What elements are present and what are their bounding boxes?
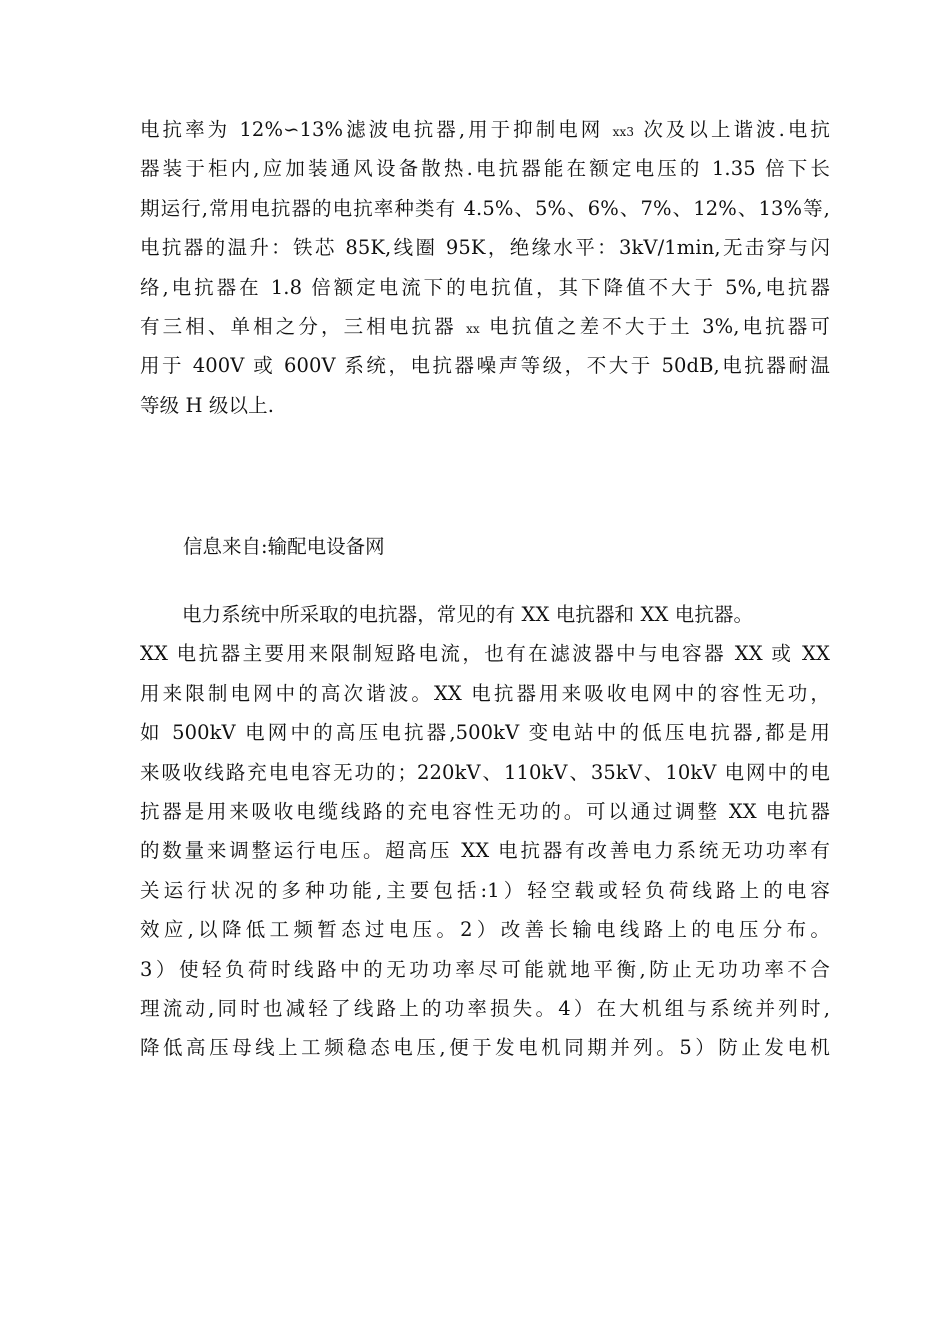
line-text: 络,电抗器在 1.8 倍额定电流下的电抗值，其下降值不大于 5%,电抗器 [140, 275, 830, 299]
line-text: 器装于柜内,应加装通风设备散热.电抗器能在额定电压的 1.35 倍下长 [140, 157, 830, 181]
paragraph-line: 抗器是用来吸收电缆线路的充电容性无功的。可以通过调整 XX 电抗器 [140, 799, 830, 823]
line-text: 次及以上谐波.电抗 [634, 118, 830, 141]
source-note: 信息来自:输配电设备网 [183, 535, 385, 558]
paragraph-line [140, 307, 830, 346]
paragraph-line [140, 228, 830, 267]
paragraph-line [140, 189, 830, 228]
paragraph-line [140, 346, 830, 385]
line-text: 用于 400V 或 600V 系统，电抗器噪声等级，不大于 50dB,电抗器耐温 [140, 354, 830, 378]
paragraph-line: 电力系统中所采取的电抗器，常见的有 XX 电抗器和 XX 电抗器。 [182, 603, 754, 626]
paragraph-line: 来吸收线路充电电容无功的；220kV、110kV、35kV、10kV 电网中的电 [140, 760, 830, 784]
line-text-small: xx [466, 321, 480, 336]
paragraph-line: 降低高压母线上工频稳态电压,便于发电机同期并列。5）防止发电机 [140, 1036, 830, 1060]
line-text: 有三相、单相之分，三相电抗器 [140, 314, 467, 338]
paragraph-line: 理流动,同时也减轻了线路上的功率损失。4）在大机组与系统并列时, [140, 996, 830, 1020]
paragraph-line [140, 268, 830, 307]
paragraph-reactor-types [140, 595, 830, 1068]
paragraph-line: XX 电抗器主要用来限制短路电流，也有在滤波器中与电容器 XX 或 XX [140, 642, 830, 666]
paragraph-line: 如 500kV 电网中的高压电抗器,500kV 变电站中的低压电抗器,都是用 [140, 721, 830, 745]
paragraph-line [140, 386, 830, 425]
line-text: 期运行,常用电抗器的电抗率种类有 4.5%、5%、6%、7%、12%、13%等, [140, 196, 830, 220]
paragraph-line: 关运行状况的多种功能,主要包括:1）轻空载或轻负荷线路上的电容 [140, 878, 830, 902]
line-text: 电抗器的温升：铁芯 85K,线圈 95K，绝缘水平：3kV/1min,无击穿与闪 [140, 236, 830, 260]
paragraph-reactor-specs [140, 110, 830, 425]
paragraph-line: 的数量来调整运行电压。超高压 XX 电抗器有改善电力系统无功功率有 [140, 839, 830, 863]
line-text: 等级 H 级以上. [140, 393, 275, 417]
paragraph-line [140, 149, 830, 188]
paragraph-line: 效应,以降低工频暂态过电压。2）改善长输电线路上的电压分布。 [140, 918, 830, 942]
line-text: 电抗值之差不大于土 3%,电抗器可 [479, 314, 830, 338]
paragraph-line: 3）使轻负荷时线路中的无功功率尽可能就地平衡,防止无功功率不合 [140, 957, 830, 981]
line-text-small: xx3 [612, 125, 635, 139]
paragraph-line [140, 110, 830, 149]
line-text: 电抗率为 12%∽13%滤波电抗器,用于抑制电网 [140, 118, 613, 141]
paragraph-line: 用来限制电网中的高次谐波。XX 电抗器用来吸收电网中的容性无功， [140, 681, 830, 705]
